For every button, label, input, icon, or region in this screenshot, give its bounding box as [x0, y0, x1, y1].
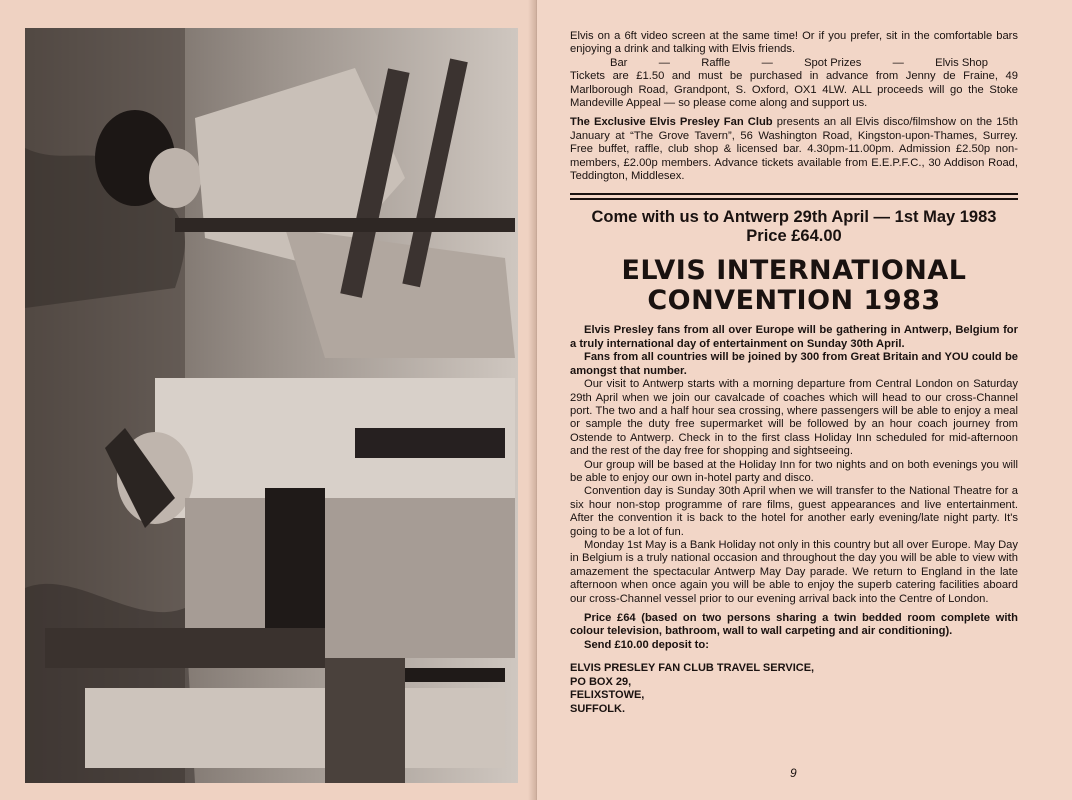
photo-image: [25, 28, 518, 783]
address-line: FELIXSTOWE,: [570, 689, 645, 702]
intro-paragraph: Elvis on a 6ft video screen at the same time! Or if you prefer, sit in the comfortable bars enjoying a drink and talking with Elvis friends.: [570, 30, 1018, 56]
amenity-item: Raffle: [701, 56, 731, 69]
photograph: [25, 28, 518, 783]
address-line: ELVIS PRESLEY FAN CLUB TRAVEL SERVICE,: [570, 662, 815, 675]
body-paragraph: Monday 1st May is a Bank Holiday not only in this country but all over Europe. May Day in Belgium is a truly national occasion and throughout the day you will be able to view with amazement the spectacular Antwerp May Day parade. We return to England in the late afternoon when once again you will be able to enjoy the superb catering facilities aboard our cross-Channel vessel prior to our evening arrival back into the Centre of London.: [570, 538, 1018, 605]
deposit-line: Send £10.00 deposit to:: [584, 638, 709, 651]
body-paragraph: Our group will be based at the Holiday Inn for two nights and on both evenings you will be able to enjoy our own in-hotel party and disco.: [570, 458, 1018, 484]
fan-club-paragraph: [570, 116, 1018, 183]
address-line: PO BOX 29,: [570, 675, 632, 688]
title-line: CONVENTION 1983: [647, 285, 941, 317]
trip-price: Price £64.00: [746, 227, 842, 246]
separator: —: [892, 56, 904, 69]
amenity-item: Elvis Shop: [935, 56, 988, 69]
separator: —: [761, 56, 773, 69]
divider-line: [570, 193, 1018, 195]
convention-title: [570, 256, 1018, 316]
price-note: Price £64 (based on two persons sharing a twin bedded room complete with colour television, bathroom, wall to wall carpeting and air conditioning).: [570, 612, 1018, 638]
article-column: [570, 30, 1018, 716]
divider-line: [570, 198, 1018, 200]
page-number: 9: [790, 766, 797, 780]
amenities-row: [570, 57, 1018, 70]
mailing-address: [570, 662, 1018, 716]
body-paragraph: Our visit to Antwerp starts with a morning departure from Central London on Saturday 29th April when we join our cavalcade of coaches which will head to our cross-Channel port. The two and a half hour sea crossing, where passengers will be able to enjoy a meal or sample the duty free supermarket will be followed by an hour coach journey from Ostende to Antwerp. Check in to the first class Holiday Inn scheduled for mid-afternoon and the rest of the day free for shopping and sightseeing.: [570, 378, 1018, 458]
body-paragraph: Convention day is Sunday 30th April when we will transfer to the National Theatre for a six hour non-stop programme of rare films, guest appearances and live entertainment. After the convention it is back to the hotel for another early evening/late night party. It's going to be a lot of fun.: [570, 485, 1018, 538]
double-rule: [570, 193, 1018, 200]
lead-paragraph: Fans from all countries will be joined by 300 from Great Britain and YOU could be amongst that number.: [570, 351, 1018, 377]
fan-club-name: The Exclusive Elvis Presley Fan Club: [570, 116, 773, 129]
lead-paragraph: Elvis Presley fans from all over Europe will be gathering in Antwerp, Belgium for a truly international day of entertainment on Sunday 30th April.: [570, 324, 1018, 350]
separator: —: [658, 56, 670, 69]
amenity-item: Spot Prizes: [804, 56, 862, 69]
title-line: ELVIS INTERNATIONAL: [621, 255, 967, 287]
trip-headline: Come with us to Antwerp 29th April — 1st May 1983: [591, 208, 997, 227]
address-line: SUFFOLK.: [570, 702, 625, 715]
amenity-item: Bar: [610, 56, 628, 69]
tickets-paragraph: Tickets are £1.50 and must be purchased in advance from Jenny de Fraine, 49 Marlborough Road, Grandpont, S. Oxford, OX1 4LW. ALL proceeds will go the Stoke Mandeville Appeal — so please come along and support us.: [570, 70, 1018, 110]
fan-club-text: presents an all Elvis disco/filmshow on the 15th January at “The Grove Tavern”, 56 Washington Road, Kingston-upon-Thames, Surrey. Free buffet, raffle, club shop & licensed bar. 4.30pm-11.00pm. Admission £2.50p non-members, £2.00p members. Advance tickets available from E.E.P.F.C., 30 Addison Road, Teddington, Middlesex.: [570, 116, 1018, 183]
